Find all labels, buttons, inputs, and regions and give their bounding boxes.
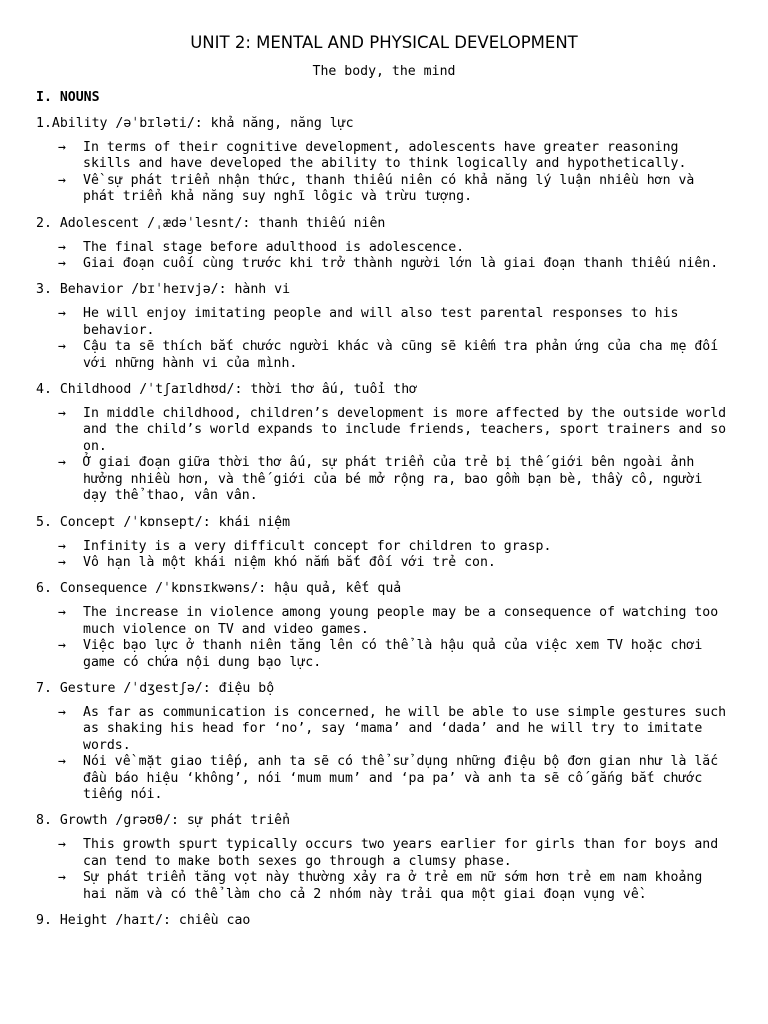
example-list — [36, 306, 732, 372]
arrow-right-icon: → — [58, 406, 66, 422]
page-subtitle: The body, the mind — [312, 64, 456, 79]
example-text: The final stage before adulthood is adolescence. — [83, 239, 465, 255]
entry-heading: 2. Adolescent /ˌædəˈlesnt/: thanh thiếu niên — [36, 215, 386, 231]
example-list — [36, 705, 732, 803]
arrow-right-icon: → — [58, 339, 66, 355]
entry-heading: 5. Concept /ˈkɒnsept/: khái niệm — [36, 514, 291, 530]
arrow-right-icon: → — [58, 455, 66, 471]
entry-heading: 6. Consequence /ˈkɒnsɪkwəns/: hậu quả, kết quả — [36, 581, 402, 597]
example-text: Giai đoạn cuối cùng trước khi trở thành người lớn là giai đoạn thanh thiếu niên. — [83, 256, 719, 272]
example-text: Việc bạo lực ở thanh niên tăng lên có thể là hậu quả của việc xem TV hoặc chơi game có chứa nội dung bạo lực. — [83, 638, 703, 670]
example-text: He will enjoy imitating people and will also test parental responses to his behavior. — [83, 306, 679, 338]
arrow-right-icon: → — [58, 538, 66, 554]
arrow-right-icon: → — [58, 256, 66, 272]
vocabulary-entry — [36, 580, 732, 671]
vocabulary-entry — [36, 912, 732, 929]
example-item — [36, 754, 732, 803]
example-list — [36, 605, 732, 671]
arrow-right-icon: → — [58, 638, 66, 654]
vocabulary-entry — [36, 215, 732, 273]
example-text: Ở giai đoạn giữa thời thơ ấu, sự phát triển của trẻ bị thế giới bên ngoài ảnh hưởng nhiều hơn, và thế giới của bé mở rộng ra, bao gồm bạn bè, thầy cô, người dạy thể thao, vân vân. — [83, 455, 703, 504]
example-text: Về sự phát triển nhận thức, thanh thiếu niên có khả năng lý luận nhiều hơn và phát triển khả năng suy nghĩ lôgic và trừu tượng. — [83, 172, 695, 205]
vocabulary-list — [36, 115, 732, 929]
entry-heading: 1.Ability /əˈbɪləti/: khả năng, năng lực — [36, 116, 354, 131]
vocabulary-entry — [36, 680, 732, 803]
example-text: Cậu ta sẽ thích bắt chước người khác và cũng sẽ kiếm tra phản ứng của cha mẹ đối với những hành vi của mình. — [83, 339, 719, 371]
example-text: As far as communication is concerned, he will be able to use simple gestures such as shaking his head for ‘no’, say ‘mama’ and ‘dada’ and he will try to imitate words. — [83, 704, 727, 753]
example-list — [36, 539, 732, 572]
entry-heading: 4. Childhood /ˈtʃaɪldhʊd/: thời thơ ấu, tuổi thơ — [36, 382, 418, 398]
entry-heading: 9. Height /haɪt/: chiều cao — [36, 913, 251, 928]
example-item — [36, 455, 732, 504]
example-list — [36, 240, 732, 273]
example-list — [36, 837, 732, 903]
vocabulary-entry — [36, 514, 732, 572]
arrow-right-icon: → — [58, 306, 66, 322]
entry-heading: 7. Gesture /ˈdʒestʃə/: điệu bộ — [36, 680, 275, 696]
example-item — [36, 638, 732, 671]
entry-heading: 3. Behavior /bɪˈheɪvjə/: hành vi — [36, 282, 291, 298]
vocabulary-entry — [36, 381, 732, 504]
arrow-right-icon: → — [58, 605, 66, 621]
example-item — [36, 406, 732, 455]
example-item — [36, 140, 732, 173]
vocabulary-entry — [36, 115, 732, 206]
arrow-right-icon: → — [58, 239, 66, 255]
arrow-right-icon: → — [58, 172, 66, 188]
example-text: In middle childhood, children’s development is more affected by the outside world and the child’s world expands to include friends, teachers, sport trainers and so on. — [83, 406, 727, 454]
example-item — [36, 173, 732, 206]
example-item — [36, 256, 732, 272]
example-list — [36, 406, 732, 504]
example-item — [36, 555, 732, 571]
example-text: Vô hạn là một khái niệm khó nắm bắt đối với trẻ con. — [83, 554, 496, 570]
arrow-right-icon: → — [58, 870, 66, 886]
arrow-right-icon: → — [58, 554, 66, 570]
vocabulary-entry — [36, 812, 732, 903]
example-item — [36, 539, 732, 555]
example-item — [36, 306, 732, 339]
arrow-right-icon: → — [58, 704, 66, 720]
example-item — [36, 240, 732, 256]
example-item — [36, 339, 732, 372]
example-text: This growth spurt typically occurs two years earlier for girls than for boys and can tend to make both sexes go through a clumsy phase. — [83, 837, 719, 869]
arrow-right-icon: → — [58, 140, 66, 155]
example-item — [36, 837, 732, 870]
arrow-right-icon: → — [58, 754, 66, 770]
example-item — [36, 605, 732, 638]
example-text: The increase in violence among young people may be a consequence of watching too much violence on TV and video games. — [83, 605, 719, 637]
page-title: UNIT 2: MENTAL AND PHYSICAL DEVELOPMENT — [190, 33, 578, 52]
example-list — [36, 140, 732, 206]
example-text: Sự phát triển tăng vọt này thường xảy ra ở trẻ em nữ sớm hơn trẻ em nam khoảng hai năm và có thể làm cho cả 2 nhóm này trải qua một giai đoạn vụng về. — [83, 870, 703, 902]
example-item — [36, 870, 732, 903]
vocabulary-entry — [36, 281, 732, 372]
example-text: Infinity is a very difficult concept for children to grasp. — [83, 538, 552, 554]
example-item — [36, 705, 732, 754]
arrow-right-icon: → — [58, 837, 66, 853]
example-text: Nói về mặt giao tiếp, anh ta sẽ có thể sử dụng những điệu bộ đơn gian như là lắc đầu báo hiệu ‘không’, nói ‘mum mum’ and ‘pa pa’ và anh ta sẽ cố gắng bắt chước tiếng nói. — [83, 754, 719, 802]
example-text: In terms of their cognitive development, adolescents have greater reasoning skills and have developed the ability to think logically and hypothetically. — [83, 140, 687, 172]
entry-heading: 8. Growth /grəʊθ/: sự phát triển — [36, 813, 291, 829]
section-heading: I. NOUNS — [36, 90, 100, 105]
